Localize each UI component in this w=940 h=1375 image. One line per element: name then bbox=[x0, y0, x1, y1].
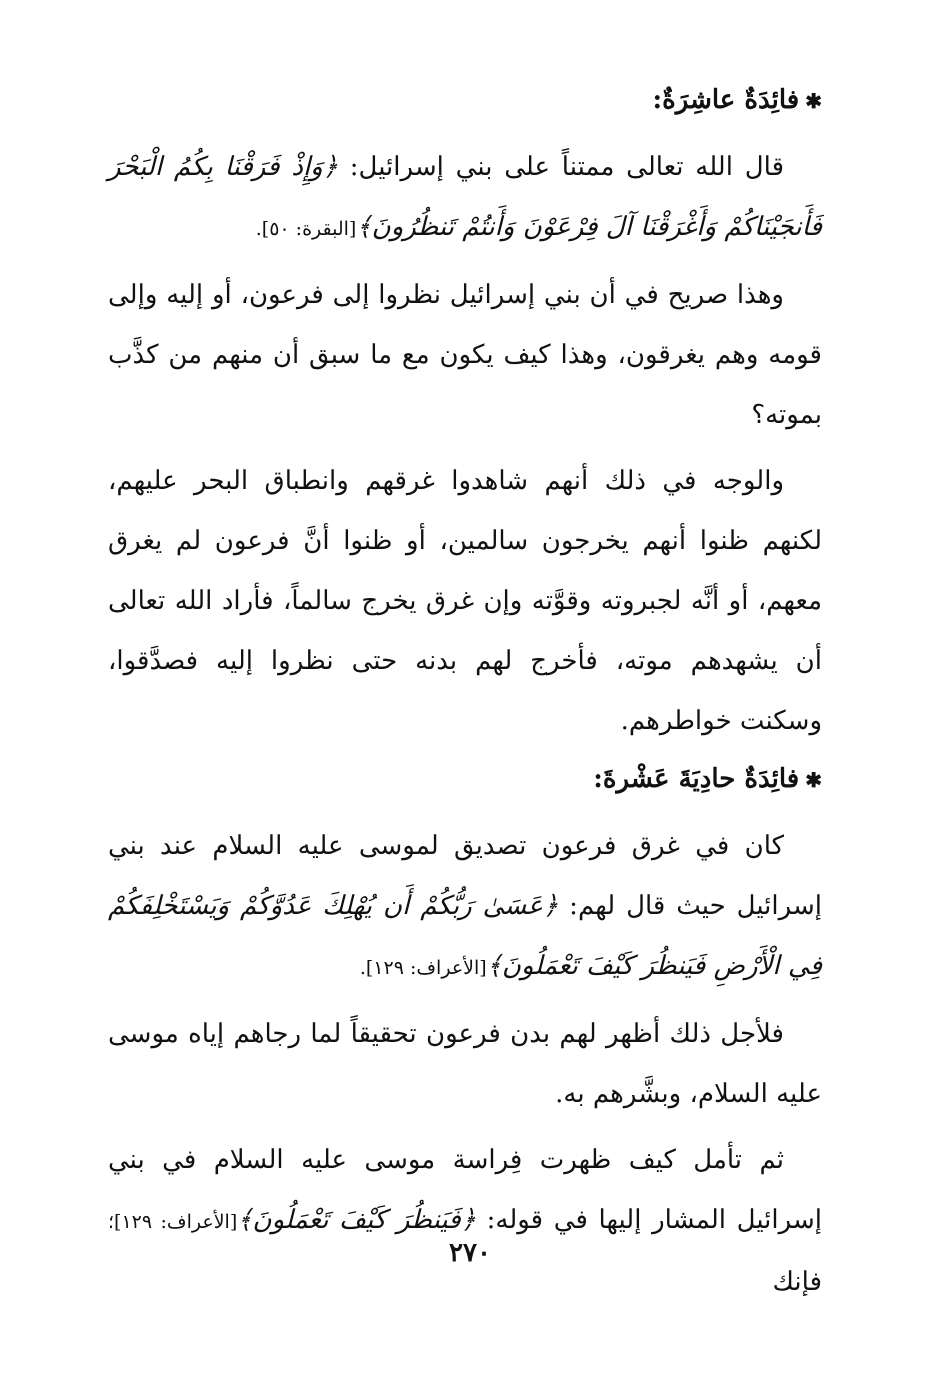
heading-text: فائِدَةٌ عاشِرَةٌ: bbox=[652, 85, 800, 115]
heading-text: فائِدَةٌ حادِيَةَ عَشْرةَ: bbox=[593, 764, 800, 794]
paragraph-question: وهذا صريح في أن بني إسرائيل نظروا إلى فرعون، أو إليه وإلى قومه وهم يغرقون، وهذا كيف يكون مع ما سبق أن منهم من كذَّب بموته؟ bbox=[108, 280, 822, 430]
section-heading-eleventh bbox=[108, 757, 822, 802]
paragraph-tail: فإنك bbox=[772, 1267, 822, 1297]
quran-verse: ﴿عَسَىٰ رَبُّكُمْ أَن يُهْلِكَ عَدُوَّكُمْ وَيَسْتَخْلِفَكُمْ فِي الْأَرْضِ فَيَنظُرَ كَيْفَ تَعْمَلُونَ﴾ bbox=[108, 891, 822, 981]
paragraph-moses-promise bbox=[108, 816, 822, 998]
verse-reference: [البقرة: ٥٠]. bbox=[255, 218, 357, 240]
paragraph-lead: قال الله تعالى ممتناً على بني إسرائيل: bbox=[337, 152, 784, 182]
quran-verse: ﴿وَإِذْ فَرَقْنَا بِكُمُ الْبَحْرَ فَأَنجَيْنَاكُمْ وَأَغْرَقْنَا آلَ فِرْعَوْنَ وَأَنتُمْ تَنظُرُونَ﴾ bbox=[108, 152, 822, 242]
quran-verse: ﴿فَيَنظُرَ كَيْفَ تَعْمَلُونَ﴾ bbox=[237, 1205, 476, 1235]
paragraph-lead: ثم تأمل كيف ظهرت فِراسة موسى عليه السلام في بني إسرائيل المشار إليها في قوله: bbox=[108, 1145, 822, 1235]
verse-reference: [الأعراف: ١٢٩]؛ bbox=[108, 1211, 238, 1233]
book-page bbox=[108, 78, 822, 1318]
section-heading-tenth bbox=[108, 78, 822, 123]
paragraph-explanation: والوجه في ذلك أنهم شاهدوا غرقهم وانطباق البحر عليهم، لكنهم ظنوا أنهم يخرجون سالمين، أو ظنوا أنَّ فرعون لم يغرق معهم، أو أنَّه لجبروته وقوَّته وإن غرق يخرج سالماً، فأراد الله تعالى أن يشهدهم موته، فأخرج لهم بدنه حتى نظروا إليه فصدَّقوا، وسكنت خواطرهم. bbox=[108, 466, 822, 736]
star-bullet-icon: ✱ bbox=[805, 89, 822, 113]
paragraph-verse-sea bbox=[108, 137, 822, 259]
star-bullet-icon: ✱ bbox=[805, 768, 822, 792]
page-number: ٢٧٠ bbox=[449, 1238, 491, 1268]
paragraph-body-shown: فلأجل ذلك أظهر لهم بدن فرعون تحقيقاً لما رجاهم إياه موسى عليه السلام، وبشَّرهم به. bbox=[108, 1019, 822, 1109]
paragraph-firasa bbox=[108, 1130, 822, 1312]
paragraph-lead: كان في غرق فرعون تصديق لموسى عليه السلام عند بني إسرائيل حيث قال لهم: bbox=[108, 831, 822, 921]
verse-reference: [الأعراف: ١٢٩]. bbox=[359, 957, 487, 979]
